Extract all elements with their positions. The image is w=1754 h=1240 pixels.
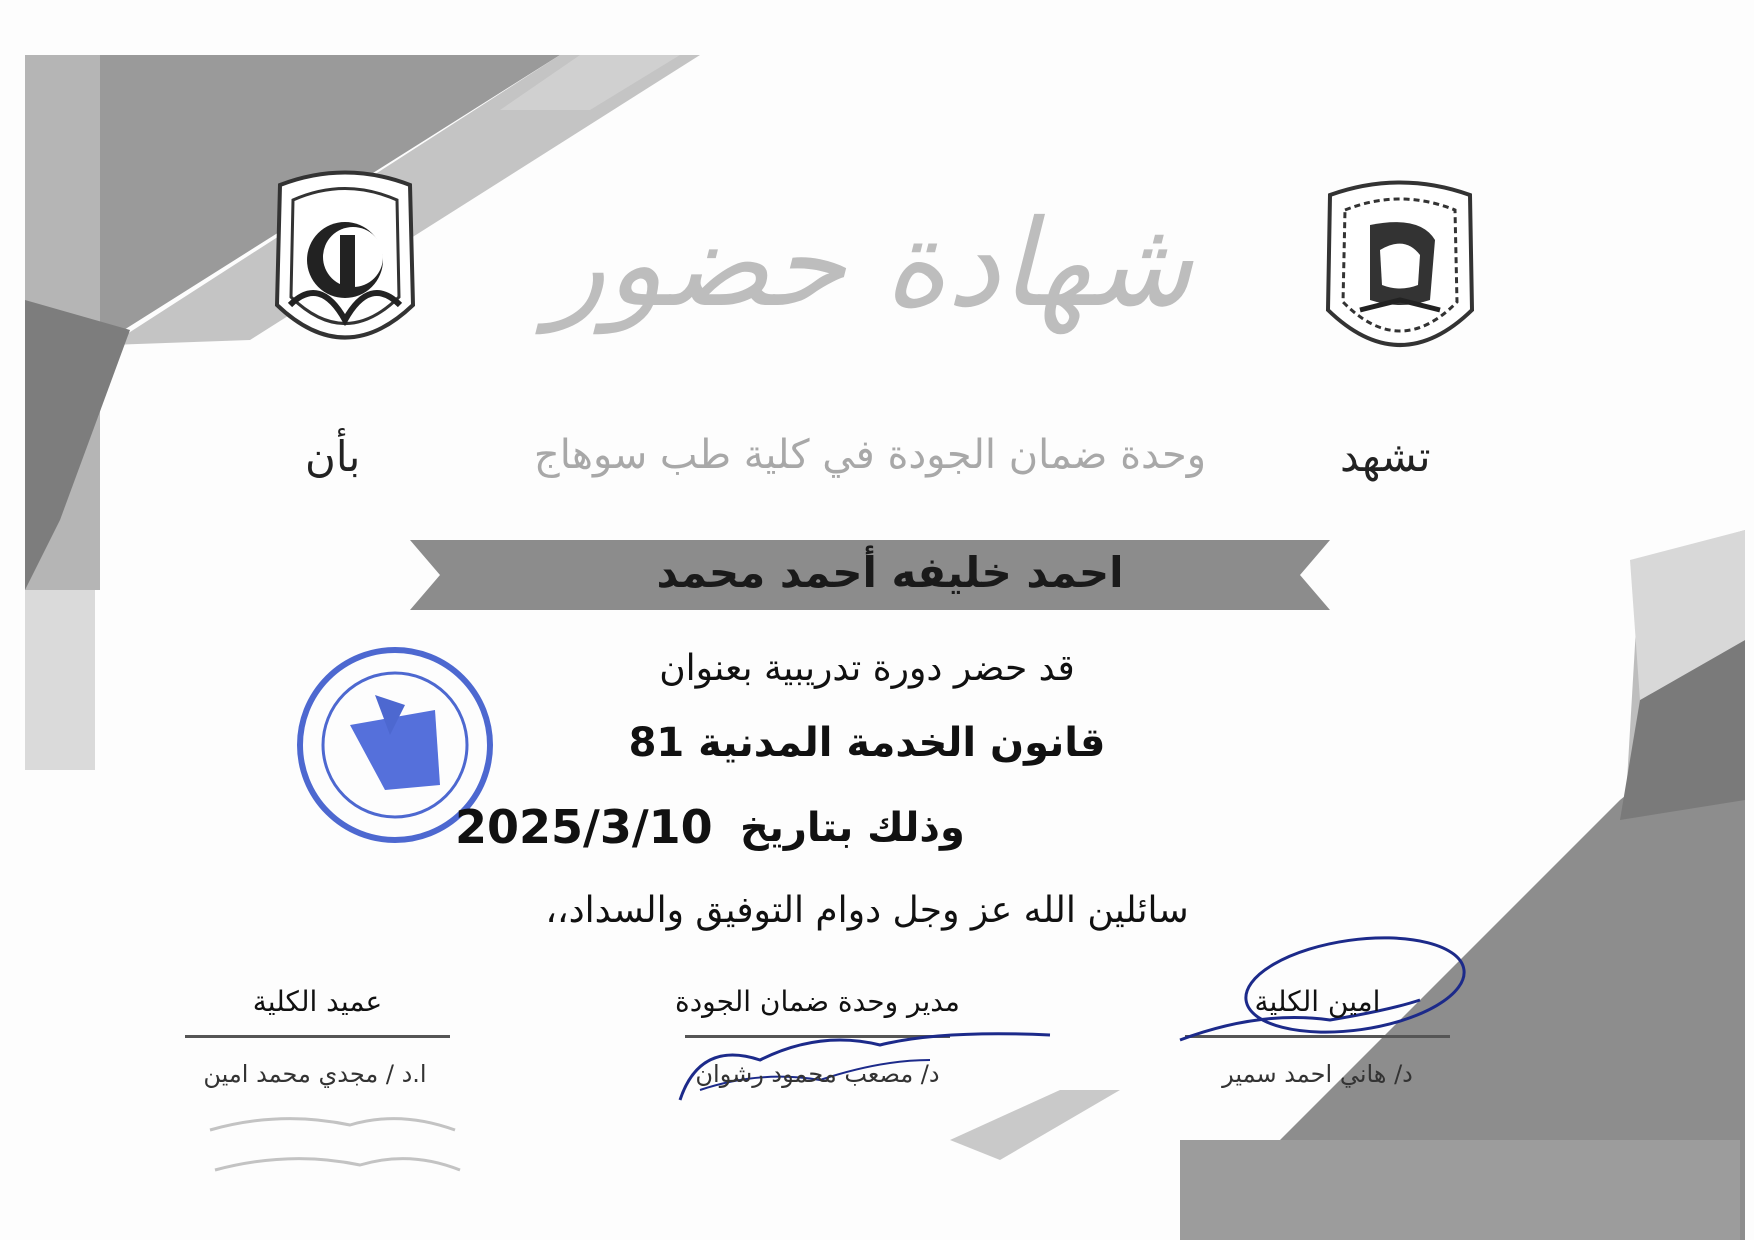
organization-name: وحدة ضمان الجودة في كلية طب سوهاج: [533, 432, 1207, 478]
university-logo: [1328, 183, 1472, 346]
faculty-logo: [277, 173, 413, 338]
signature-title-quality: مدير وحدة ضمان الجودة: [675, 985, 960, 1018]
signature-title-dean: عميد الكلية: [252, 985, 383, 1018]
signature-name-registrar: د/ هاني احمد سمير: [1222, 1060, 1413, 1088]
certifies-label: تشهد: [1340, 432, 1431, 481]
signature-name-quality: د/ مصعب محمود رشوان: [695, 1060, 940, 1088]
recipient-name: احمد خليفه أحمد محمد: [656, 548, 1124, 597]
signature-line-dean: [185, 1035, 450, 1038]
signature-title-registrar: امين الكلية: [1254, 985, 1381, 1018]
date-label: وذلك بتاريخ: [740, 805, 965, 851]
signature-line-quality: [685, 1035, 950, 1038]
certificate-title: شهادة حضور: [547, 195, 1193, 334]
attended-text: قد حضر دورة تدريبية بعنوان: [659, 648, 1075, 689]
that-label: بأن: [305, 432, 361, 481]
certificate-date: 2025/3/10: [455, 800, 713, 854]
signature-line-registrar: [1185, 1035, 1450, 1038]
closing-text: سائلين الله عز وجل دوام التوفيق والسداد،،: [545, 890, 1189, 931]
signature-name-dean: ا.د / مجدي محمد امين: [203, 1060, 427, 1088]
course-title: قانون الخدمة المدنية 81: [628, 720, 1106, 766]
